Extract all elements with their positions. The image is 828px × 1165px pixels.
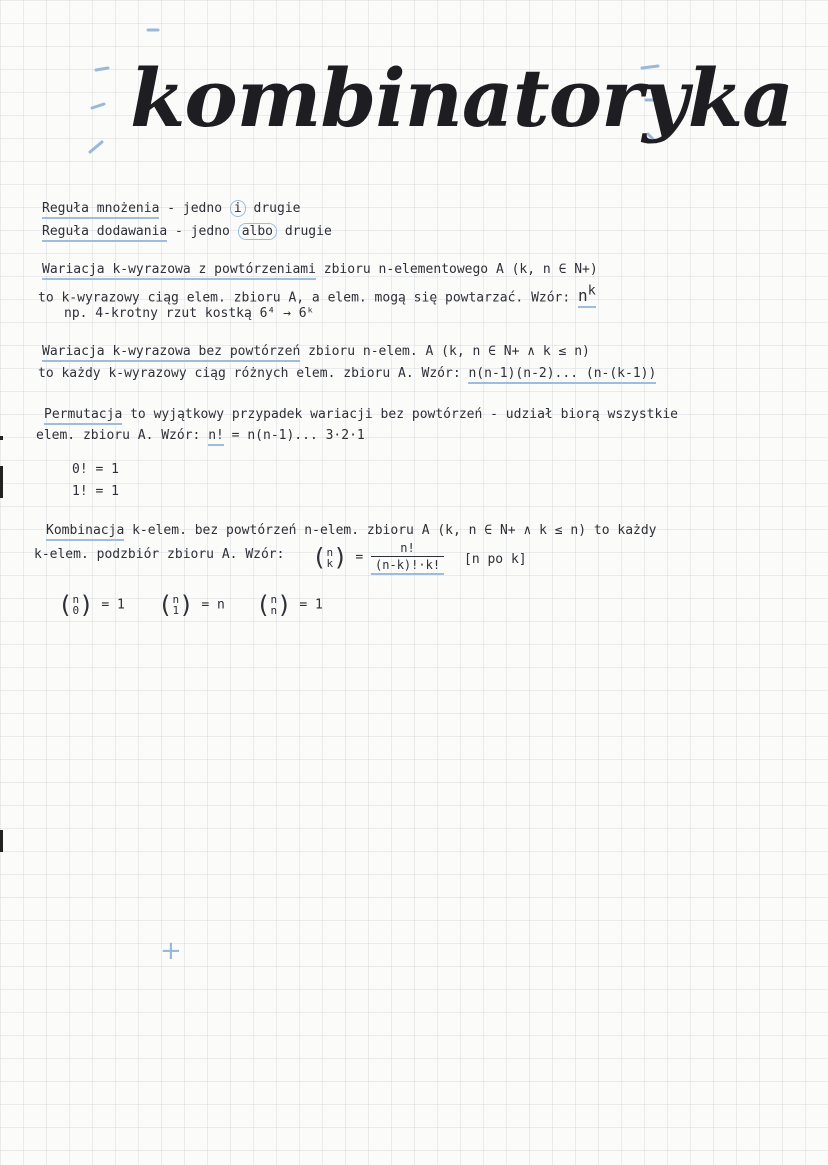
plus-mark: +	[160, 936, 182, 966]
variation-example: np. 4-krotny rzut kostką 6⁴ → 6ᵏ	[64, 306, 315, 321]
variation-formula: $n^k$	[578, 286, 596, 308]
variation-without-repetition-definition: to każdy k-wyrazowy ciąg różnych elem. zbioru A. Wzór: n(n-1)(n-2)... (n-(k-1))	[38, 366, 656, 382]
variation-with-repetition-heading: Wariacja k-wyrazowa z powtórzeniami zbioru n-elementowego A (k, n ∈ N+)	[42, 262, 598, 278]
variation-no-rep-formula: n(n-1)(n-2)... (n-(k-1))	[468, 366, 656, 384]
binomial-example-zero: ( n 0 ) = 1	[58, 591, 125, 619]
margin-mark	[0, 436, 3, 440]
variation-without-repetition-heading: Wariacja k-wyrazowa bez powtórzeń zbioru n-elem. A (k, n ∈ N+ ∧ k ≤ n)	[42, 344, 590, 360]
combination-formula: ( n k ) = $\frac{n!}{(n-k)!\cdot k!}$	[312, 540, 444, 575]
combination-heading: Kombinacja k-elem. bez powtórzeń n-elem. zbioru A (k, n ∈ N+ ∧ k ≤ n) to każdy	[46, 523, 657, 539]
rule-addition: Reguła dodawania - jedno albo drugie	[42, 224, 332, 240]
permutation-heading: Permutacja to wyjątkowy przypadek wariacji bez powtórzeń - udział biorą wszystkie	[44, 407, 678, 423]
factorial-one: 1! = 1	[72, 484, 119, 499]
factorial-zero: 0! = 1	[72, 462, 119, 477]
binomial-example-n: ( n n ) = 1	[256, 591, 323, 619]
margin-mark	[0, 466, 3, 498]
page-title: kombinatoryka	[130, 51, 793, 145]
rule-multiplication: Reguła mnożenia - jedno i drugie	[42, 201, 300, 217]
variation-with-repetition-definition: to k-wyrazowy ciąg elem. zbioru A, a elem. mogą się powtarzać. Wzór: $n^k$	[38, 284, 596, 306]
combination-definition: k-elem. podzbiór zbioru A. Wzór:	[34, 547, 285, 562]
margin-mark	[0, 830, 3, 852]
permutation-definition: elem. zbioru A. Wzór: n! = n(n-1)... 3·2·1	[36, 428, 365, 444]
binomial-example-one: ( n 1 ) = n	[158, 591, 225, 619]
combination-reading: [n po k]	[464, 552, 527, 567]
permutation-formula: n!	[208, 428, 224, 446]
